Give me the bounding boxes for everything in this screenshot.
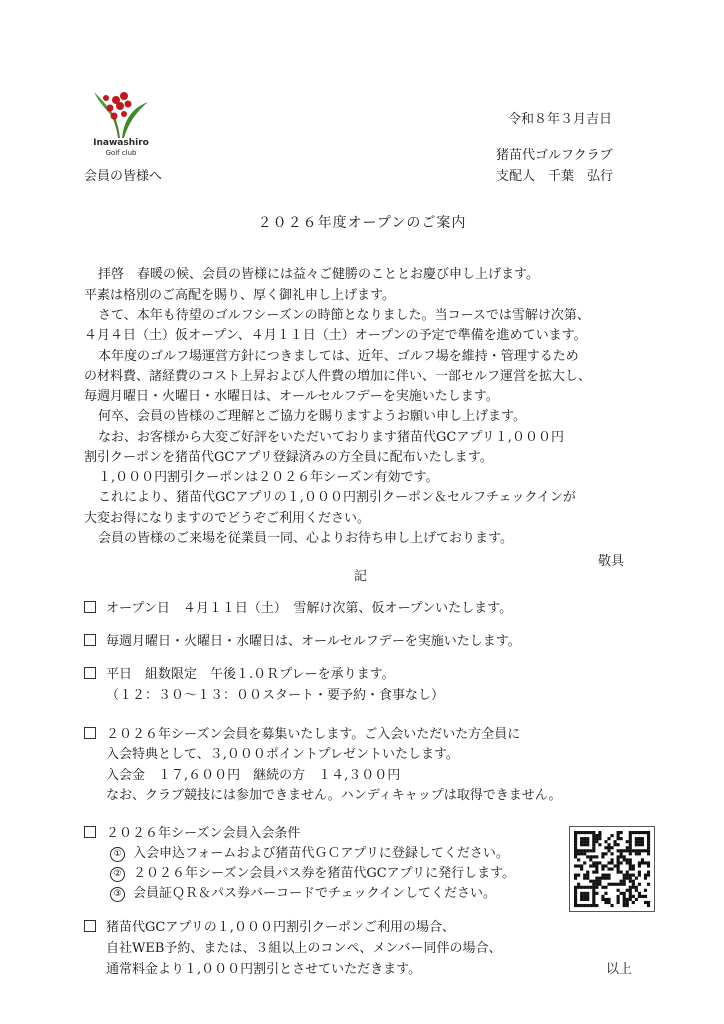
- checkbox-icon: [84, 826, 96, 838]
- item-season-member-fee: 入会金 １７,６００円 継続の方 １４,３００円: [106, 768, 401, 783]
- end-word: 以上: [606, 962, 633, 977]
- condition-3: ③ 会員証ＱＲ＆パス券バーコードでチェックインしてください。: [110, 882, 496, 902]
- sender-organization: 猪苗代ゴルフクラブ: [496, 148, 613, 163]
- logo-subtext: Golf club: [105, 149, 137, 157]
- item-weekday-play-detail: （１２：３０～１３：００スタート・要予約・食事なし）: [106, 688, 445, 703]
- item-open-date: オープン日 ４月１１日（土） 雪解け次第、仮オープンいたします。: [84, 597, 512, 616]
- body-line: 大変お得になりますのでどうぞご利用ください。: [84, 511, 371, 526]
- item-coupon-line: 通常料金より１,０００円割引とさせていただきます。: [106, 962, 422, 977]
- document-date: 令和８年３月吉日: [508, 112, 613, 127]
- document-title: ２０２６年度オープンのご案内: [257, 215, 467, 231]
- condition-2: ② ２０２６年シーズン会員パス券を猪苗代GCアプリに発行します。: [110, 862, 515, 882]
- body-line: ４月４日（土）仮オープン、４月１１日（土）オープンの予定で準備を進めています。: [84, 328, 587, 343]
- body-line: 本年度のゴルフ場運営方針につきましては、近年、ゴルフ場を維持・管理するため: [98, 349, 579, 364]
- checkbox-icon: [84, 727, 96, 739]
- condition-1: ① 入会申込フォームおよび猪苗代ＧＣアプリに登録してください。: [110, 842, 509, 862]
- body-line: 会員の皆様のご来場を従業員一同、心よりお待ち申し上げております。: [98, 531, 513, 546]
- item-coupon-line: 自社WEB予約、または、３組以上のコンペ、メンバー同伴の場合、: [106, 941, 502, 956]
- body-line: さて、本年も待望のゴルフシーズンの時節となりました。当コースでは雪解け次第、: [98, 308, 590, 323]
- body-line: 何卒、会員の皆様のご理解とご協力を賜りますようお願い申し上げます。: [98, 409, 526, 424]
- body-line: の材料費、諸経費のコスト上昇および人件費の増加に伴い、一部セルフ運営を拡大し、: [84, 369, 592, 384]
- checkbox-icon: [84, 601, 96, 613]
- checkbox-icon: [84, 920, 96, 932]
- item-member-conditions: ２０２６年シーズン会員入会条件: [84, 822, 300, 841]
- body-line: 割引クーポンを猪苗代GCアプリ登録済みの方全員に配布いたします。: [84, 450, 493, 465]
- body-line: 平素は格別のご高配を賜り、厚く御礼申し上げます。: [84, 288, 395, 303]
- ki-heading: 記: [354, 569, 368, 584]
- body-line: １,０００円割引クーポンは２０２６年シーズン有効です。: [98, 470, 439, 485]
- closing-word: 敬具: [598, 554, 625, 569]
- item-season-member: ２０２６年シーズン会員を募集いたします。ご入会いただいた方全員に: [84, 723, 520, 742]
- item-season-member-line: 入会特典として、３,０００ポイントプレゼントいたします。: [106, 747, 459, 762]
- item-self-day: 毎週月曜日・火曜日・水曜日は、オールセルフデーを実施いたします。: [84, 630, 521, 649]
- sender-name: 支配人 千葉 弘行: [496, 169, 614, 184]
- item-weekday-play: 平日 組数限定 午後１.０Ｒプレーを承ります。: [84, 663, 395, 682]
- body-line: 拝啓 春暖の候、会員の皆様には益々ご健勝のこととお慶び申し上げます。: [98, 267, 539, 282]
- checkbox-icon: [84, 634, 96, 646]
- body-line: これにより、猪苗代GCアプリの１,０００円割引クーポン＆セルフチェックインが: [98, 490, 576, 505]
- item-coupon: 猪苗代GCアプリの１,０００円割引クーポンご利用の場合、: [84, 916, 455, 935]
- recipient: 会員の皆様へ: [84, 169, 163, 184]
- checkbox-icon: [84, 667, 96, 679]
- qr-code: [569, 826, 655, 912]
- body-line: 毎週月曜日・火曜日・水曜日は、オールセルフデーを実施いたします。: [84, 389, 499, 404]
- logo-text: Inawashiro: [93, 138, 149, 148]
- item-season-member-note: なお、クラブ競技には参加できません。ハンディキャップは取得できません。: [106, 788, 562, 803]
- body-line: なお、お客様から大変ご好評をいただいております猪苗代GCアプリ１,０００円: [98, 430, 564, 445]
